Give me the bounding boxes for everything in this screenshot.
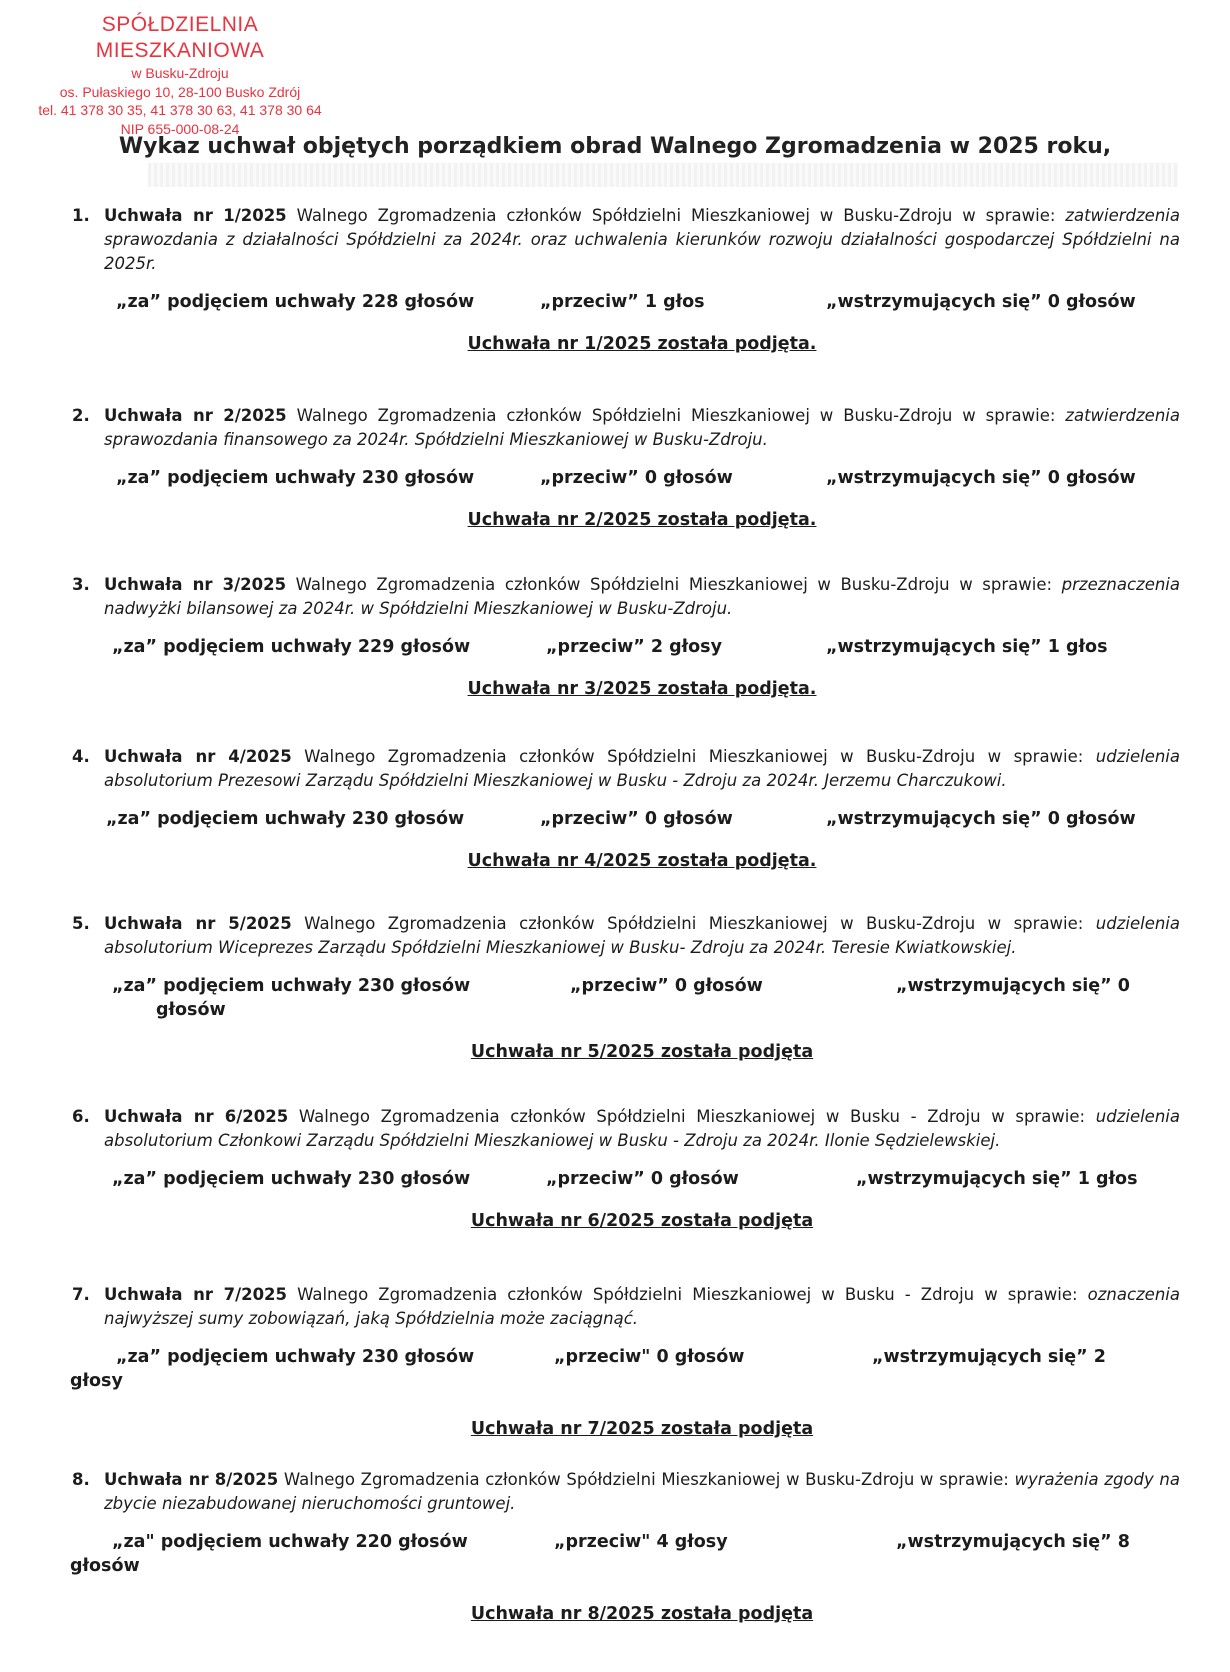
votes-against: „przeciw” 0 głosów — [540, 809, 733, 829]
resolution-description — [104, 573, 1180, 621]
votes-abstain: „wstrzymujących się” 8 — [896, 1532, 1130, 1552]
resolution-description — [104, 404, 1180, 452]
resolution-result: Uchwała nr 4/2025 została podjęta. — [467, 851, 817, 871]
resolution-name: Uchwała nr 4/2025 — [104, 747, 292, 766]
votes-abstain: „wstrzymujących się” 2 — [872, 1347, 1106, 1367]
votes-abstain: „wstrzymujących się” 0 głosów — [826, 292, 1136, 312]
stamp-line-3: os. Pułaskiego 10, 28-100 Busko Zdrój — [59, 83, 301, 100]
votes-for: „za” podjęciem uchwały 228 głosów — [116, 292, 475, 312]
vote-results — [70, 807, 1180, 837]
vote-results — [70, 1530, 1180, 1590]
resolution-intro: Walnego Zgromadzenia członków Spółdzielni Mieszkaniowej w Busku-Zdroju w sprawie: — [291, 914, 1096, 933]
resolution-subject: zatwierdzenia sprawozdania finansowego za 2024r. Spółdzielni Mieszkaniowej w Busku-Zdroju. — [104, 406, 1180, 449]
title-shading — [148, 163, 1178, 187]
votes-for: „za” podjęciem uchwały 229 głosów — [112, 637, 471, 657]
resolution-name: Uchwała nr 2/2025 — [104, 406, 287, 425]
votes-abstain: „wstrzymujących się” 1 głos — [826, 637, 1108, 657]
resolution-item — [70, 912, 1180, 1064]
vote-results — [70, 635, 1180, 665]
votes-against: „przeciw" 0 głosów — [554, 1347, 745, 1367]
resolution-item — [70, 1283, 1180, 1441]
resolution-result: Uchwała nr 7/2025 została podjęta — [470, 1419, 814, 1439]
votes-against: „przeciw” 2 głosy — [546, 637, 722, 657]
vote-results — [70, 1167, 1180, 1197]
resolution-intro: Walnego Zgromadzenia członków Spółdzielni Mieszkaniowej w Busku-Zdroju w sprawie: — [278, 1470, 1015, 1489]
resolution-name: Uchwała nr 8/2025 — [104, 1470, 279, 1489]
votes-abstain-continued: głosów — [156, 1000, 226, 1020]
votes-for: „za” podjęciem uchwały 230 głosów — [116, 468, 475, 488]
resolution-number: 8. — [72, 1470, 90, 1489]
resolution-subject: zatwierdzenia sprawozdania z działalności Spółdzielni za 2024r. oraz uchwalenia kierunków rozwoju działalności gospodarczej Spółdzielni na 2025r. — [104, 206, 1180, 273]
votes-abstain: „wstrzymujących się” 0 głosów — [826, 468, 1136, 488]
resolution-description — [104, 745, 1180, 793]
resolution-intro: Walnego Zgromadzenia członków Spółdzielni Mieszkaniowej w Busku - Zdroju w sprawie: — [287, 1285, 1088, 1304]
vote-results — [70, 290, 1180, 320]
votes-against: „przeciw” 0 głosów — [546, 1169, 739, 1189]
resolution-intro: Walnego Zgromadzenia członków Spółdzielni Mieszkaniowej w Busku-Zdroju w sprawie: — [286, 575, 1062, 594]
page-title: Wykaz uchwał objętych porządkiem obrad Walnego Zgromadzenia w 2025 roku, — [118, 134, 1112, 159]
votes-for: „za” podjęciem uchwały 230 głosów — [112, 1169, 471, 1189]
stamp-line-1: SPÓŁDZIELNIA MIESZKANIOWA — [95, 13, 265, 62]
resolution-description — [104, 1105, 1180, 1153]
resolution-subject: przeznaczenia nadwyżki bilansowej za 2024r. w Spółdzielni Mieszkaniowej w Busku-Zdroju. — [104, 575, 1180, 618]
resolution-intro: Walnego Zgromadzenia członków Spółdzielni Mieszkaniowej w Busku-Zdroju w sprawie: — [291, 747, 1096, 766]
votes-abstain-continued: głosów — [70, 1556, 140, 1576]
resolution-name: Uchwała nr 7/2025 — [104, 1285, 288, 1304]
votes-for: „za” podjęciem uchwały 230 głosów — [106, 809, 465, 829]
resolution-number: 7. — [72, 1285, 90, 1304]
votes-abstain-continued: głosy — [70, 1371, 123, 1391]
resolution-name: Uchwała nr 5/2025 — [104, 914, 292, 933]
resolution-item — [70, 404, 1180, 532]
resolution-number: 5. — [72, 914, 90, 933]
resolution-item — [70, 573, 1180, 701]
resolution-description — [104, 1283, 1180, 1331]
resolution-result: Uchwała nr 8/2025 została podjęta — [470, 1604, 814, 1624]
stamp-line-5: NIP 655-000-08-24 — [120, 120, 240, 137]
resolution-subject: oznaczenia najwyższej sumy zobowiązań, jaką Spółdzielnia może zaciągnąć. — [104, 1285, 1180, 1328]
resolution-result: Uchwała nr 5/2025 została podjęta — [470, 1042, 814, 1062]
resolution-name: Uchwała nr 6/2025 — [104, 1107, 289, 1126]
resolution-number: 2. — [72, 406, 90, 425]
votes-against: „przeciw” 0 głosów — [570, 976, 763, 996]
resolution-name: Uchwała nr 1/2025 — [104, 206, 287, 225]
resolution-number: 4. — [72, 747, 90, 766]
resolution-number: 3. — [72, 575, 90, 594]
resolution-description — [104, 1468, 1180, 1516]
resolution-subject: udzielenia absolutorium Prezesowi Zarządu Spółdzielni Mieszkaniowej w Busku - Zdroju za 2024r. Jerzemu Charczukowi. — [104, 747, 1180, 790]
resolution-subject: udzielenia absolutorium Wiceprezes Zarządu Spółdzielni Mieszkaniowej w Busku- Zdroju za 2024r. Teresie Kwiatkowskiej. — [104, 914, 1180, 957]
vote-results — [70, 1345, 1180, 1405]
resolution-description — [104, 912, 1180, 960]
vote-results — [70, 466, 1180, 496]
resolution-number: 6. — [72, 1107, 90, 1126]
votes-against: „przeciw” 0 głosów — [540, 468, 733, 488]
votes-abstain: „wstrzymujących się” 1 głos — [856, 1169, 1138, 1189]
resolution-result: Uchwała nr 3/2025 została podjęta. — [467, 679, 817, 699]
resolution-subject: udzielenia absolutorium Członkowi Zarządu Spółdzielni Mieszkaniowej w Busku - Zdroju za 2024r. Ilonie Sędzielewskiej. — [104, 1107, 1180, 1150]
cooperative-stamp — [30, 12, 330, 138]
stamp-line-2: w Busku-Zdroju — [131, 65, 229, 81]
resolution-intro: Walnego Zgromadzenia członków Spółdzielni Mieszkaniowej w Busku-Zdroju w sprawie: — [286, 206, 1066, 225]
resolution-description — [104, 204, 1180, 276]
votes-for: „za" podjęciem uchwały 220 głosów — [112, 1532, 468, 1552]
resolution-result: Uchwała nr 1/2025 została podjęta. — [467, 334, 817, 354]
resolution-item — [70, 745, 1180, 873]
votes-against: „przeciw" 4 głosy — [554, 1532, 728, 1552]
resolution-intro: Walnego Zgromadzenia członków Spółdzielni Mieszkaniowej w Busku-Zdroju w sprawie: — [286, 406, 1066, 425]
votes-against: „przeciw” 1 głos — [540, 292, 705, 312]
resolution-intro: Walnego Zgromadzenia członków Spółdzielni Mieszkaniowej w Busku - Zdroju w sprawie: — [288, 1107, 1096, 1126]
votes-for: „za” podjęciem uchwały 230 głosów — [112, 976, 471, 996]
resolution-number: 1. — [72, 206, 90, 225]
resolution-result: Uchwała nr 2/2025 została podjęta. — [467, 510, 817, 530]
vote-results — [70, 974, 1180, 1028]
resolution-item — [70, 204, 1180, 356]
resolution-result: Uchwała nr 6/2025 została podjęta — [470, 1211, 814, 1231]
stamp-line-4: tel. 41 378 30 35, 41 378 30 63, 41 378 30 64 — [38, 102, 322, 118]
votes-for: „za” podjęciem uchwały 230 głosów — [116, 1347, 475, 1367]
resolution-name: Uchwała nr 3/2025 — [104, 575, 287, 594]
resolution-subject: wyrażenia zgody na zbycie niezabudowanej nieruchomości gruntowej. — [104, 1470, 1180, 1513]
resolution-item — [70, 1105, 1180, 1233]
resolution-item — [70, 1468, 1180, 1626]
votes-abstain: „wstrzymujących się” 0 — [896, 976, 1130, 996]
votes-abstain: „wstrzymujących się” 0 głosów — [826, 809, 1136, 829]
